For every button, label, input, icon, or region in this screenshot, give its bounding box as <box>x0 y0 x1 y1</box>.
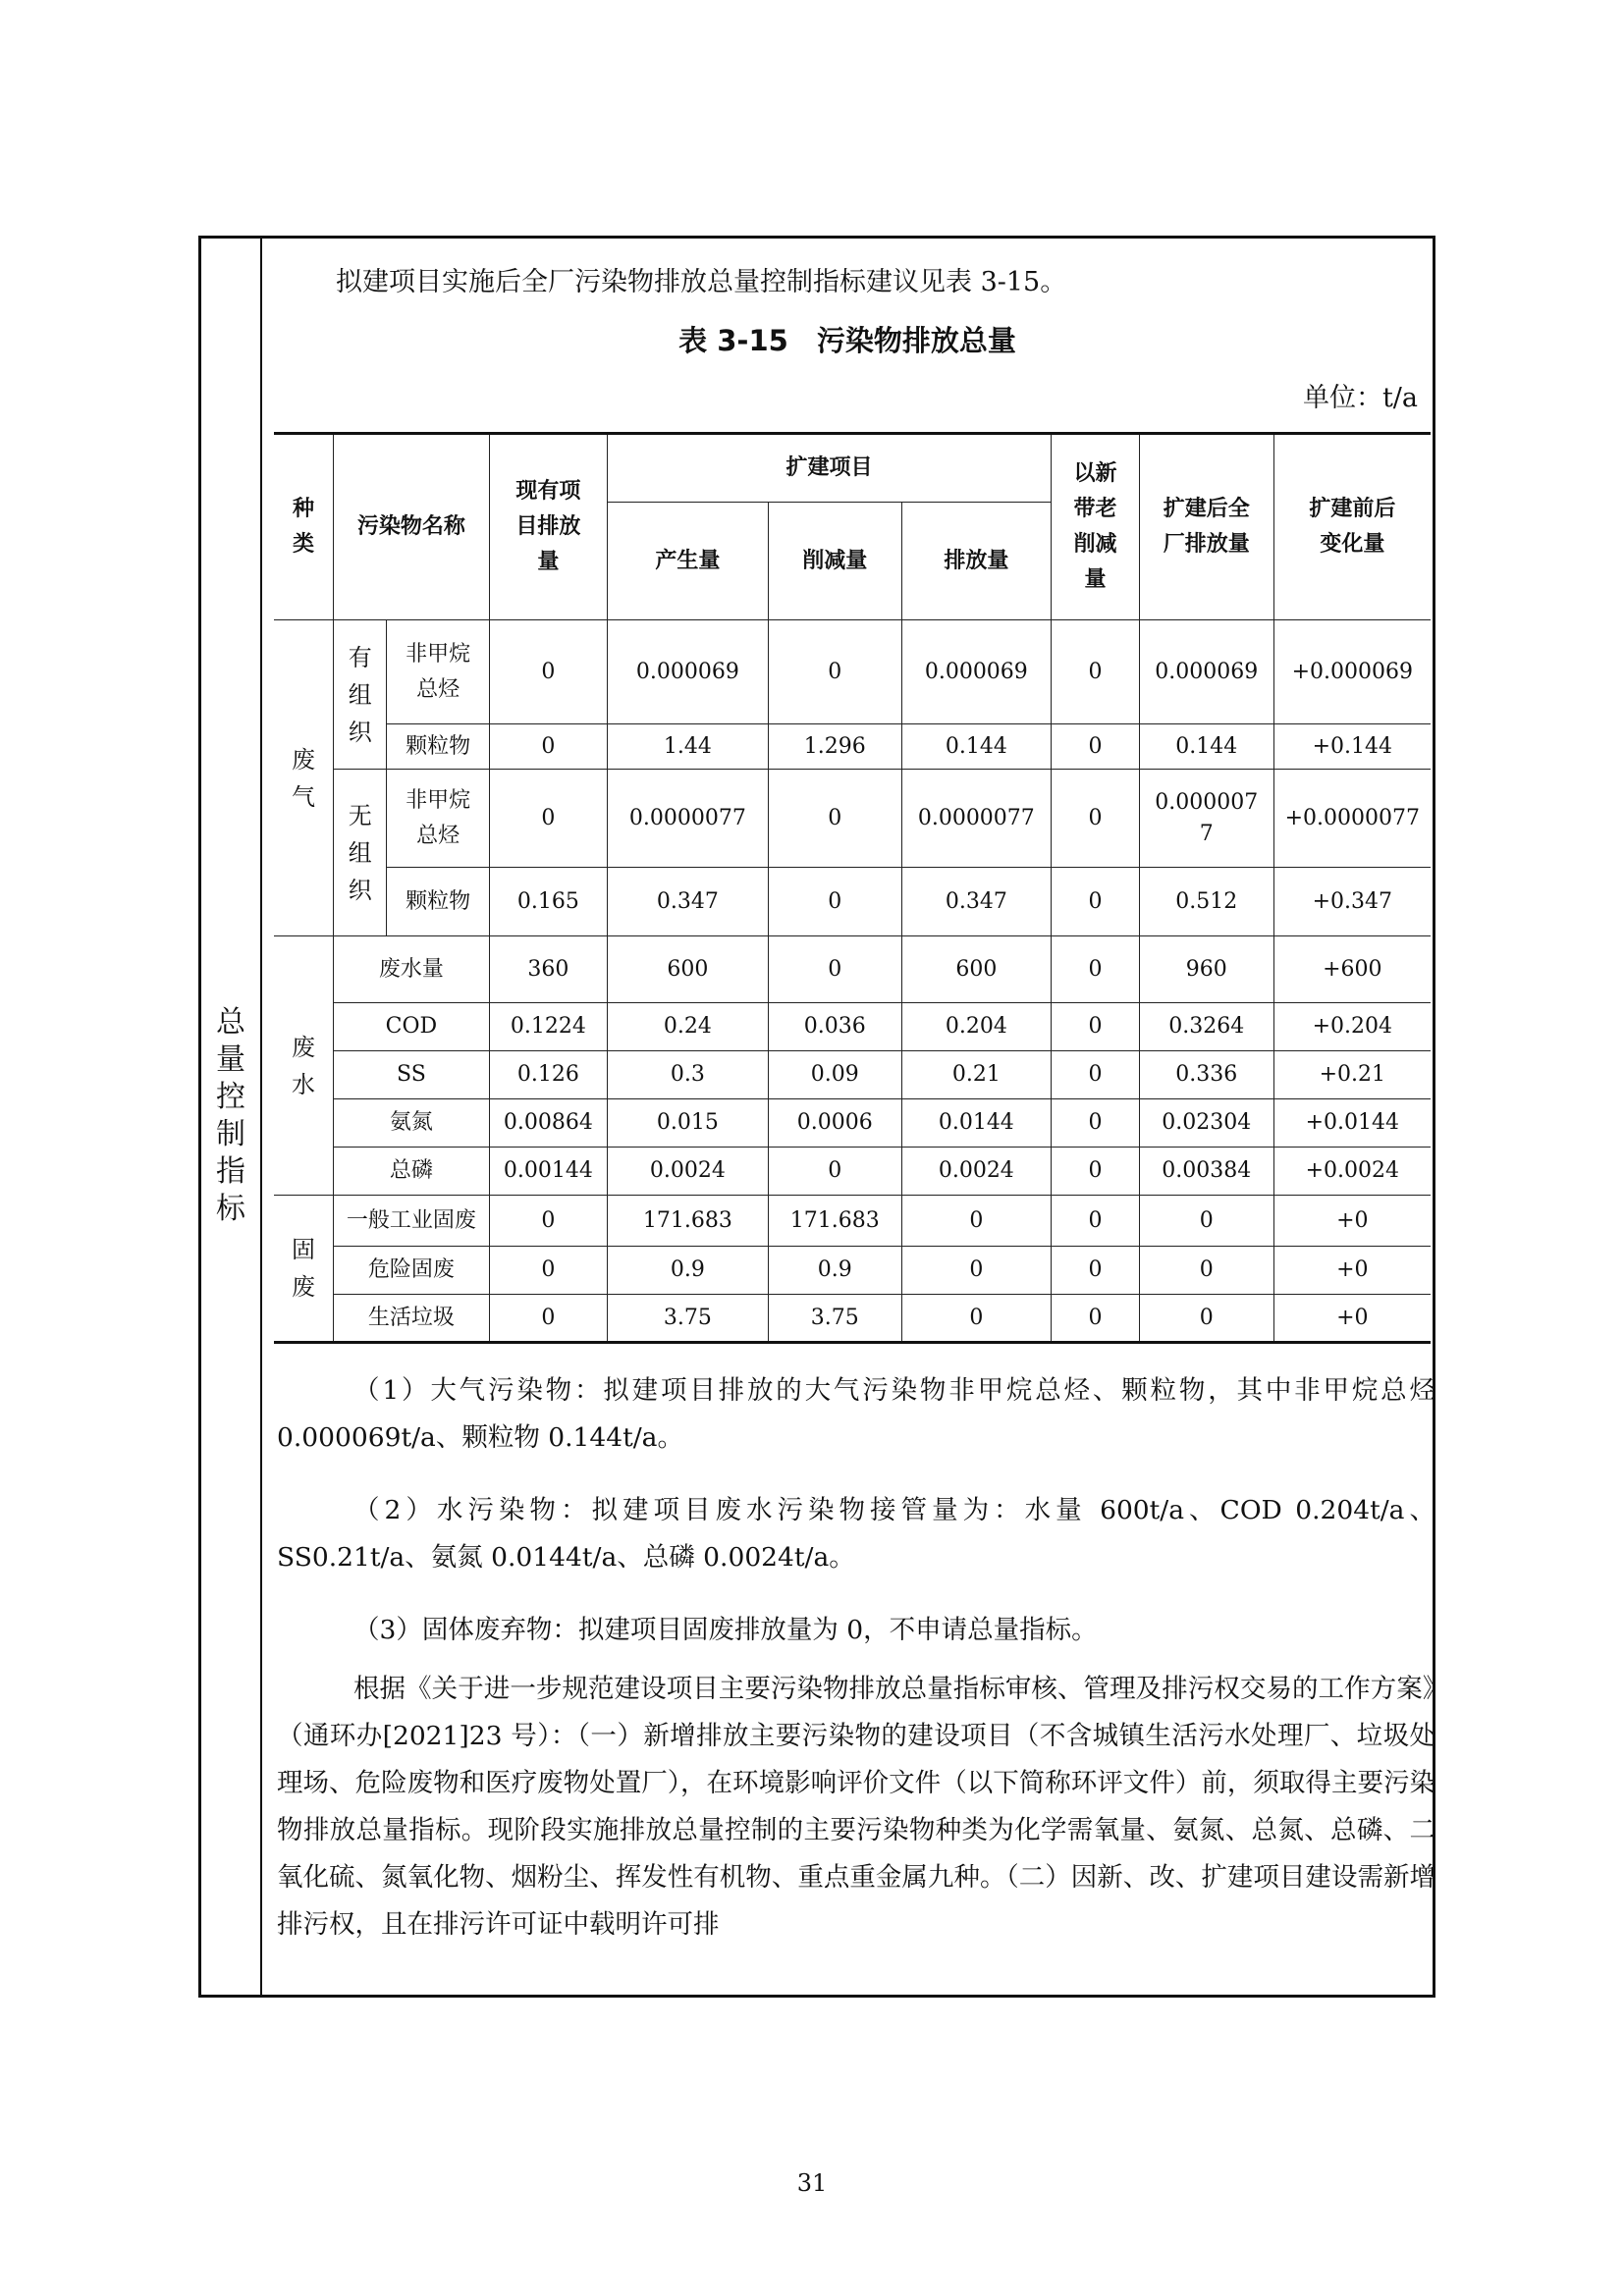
intro-text: 拟建项目实施后全厂污染物排放总量控制指标建议见表 3-15。 <box>336 267 1067 297</box>
table-cell: 0.3264 <box>1139 1003 1273 1051</box>
table-cell: 0.00864 <box>489 1099 607 1148</box>
table-row <box>274 1196 1431 1247</box>
table-cell: 0 <box>768 1148 901 1196</box>
side-cell <box>201 239 262 1995</box>
table-row <box>274 936 1431 1003</box>
pollutant-name: 氨氮 <box>334 1099 490 1148</box>
table-row <box>274 1295 1431 1343</box>
table-cell: 0 <box>1052 1051 1140 1099</box>
side-label <box>201 1004 260 1228</box>
table-cell: 0 <box>1052 1295 1140 1343</box>
table-cell: 0 <box>1052 1247 1140 1295</box>
pollutant-name: 非甲烷 总烃 <box>387 620 489 724</box>
table-cell: +0 <box>1273 1247 1431 1295</box>
pollutant-name: 一般工业固废 <box>334 1196 490 1247</box>
table-cell: 600 <box>901 936 1051 1003</box>
table-cell: 0.00384 <box>1139 1148 1273 1196</box>
header-reduce: 削减量 <box>768 503 901 620</box>
table-cell: 171.683 <box>607 1196 768 1247</box>
table-cell: 0.144 <box>901 724 1051 770</box>
table-cell: +0.0144 <box>1273 1099 1431 1148</box>
table-cell: +0.204 <box>1273 1003 1431 1051</box>
table-cell: 0.0024 <box>607 1148 768 1196</box>
table-cell: 0 <box>901 1196 1051 1247</box>
table-row <box>274 1247 1431 1295</box>
emission-table <box>274 432 1431 1344</box>
table-cell: 0 <box>489 1196 607 1247</box>
table-cell: 0.015 <box>607 1099 768 1148</box>
table-row <box>274 868 1431 936</box>
table-cell: 0.3 <box>607 1051 768 1099</box>
table-row <box>274 1051 1431 1099</box>
table-row <box>274 724 1431 770</box>
table-cell: 0 <box>489 724 607 770</box>
table-title: 表 3-15 污染物排放总量 <box>678 324 1016 357</box>
table-cell: 0.0000077 <box>607 770 768 868</box>
table-cell: 3.75 <box>607 1295 768 1343</box>
table-cell: 0 <box>768 936 901 1003</box>
table-cell: 0 <box>1139 1295 1273 1343</box>
header-pollutant: 污染物名称 <box>334 434 490 620</box>
table-cell: 0.512 <box>1139 868 1273 936</box>
table-cell: 0.165 <box>489 868 607 936</box>
content-cell <box>262 239 1433 1995</box>
header-change: 扩建前后 变化量 <box>1273 434 1431 620</box>
table-cell: 0.000069 <box>607 620 768 724</box>
table-cell: +0.347 <box>1273 868 1431 936</box>
header-old-reduce: 以新 带老 削减 量 <box>1052 434 1140 620</box>
category-gas: 废 气 <box>274 620 334 936</box>
table-cell: +0.21 <box>1273 1051 1431 1099</box>
table-cell: 0 <box>1052 1196 1140 1247</box>
table-cell: 0 <box>1052 936 1140 1003</box>
table-cell: 0.0144 <box>901 1099 1051 1148</box>
table-cell: 0 <box>1052 1148 1140 1196</box>
pollutant-name: 颗粒物 <box>387 724 489 770</box>
table-cell: 0.02304 <box>1139 1099 1273 1148</box>
table-cell: 0.000069 <box>1139 620 1273 724</box>
paragraph-solid: （3）固体废弃物：拟建项目固废排放量为 0，不申请总量指标。 <box>353 1615 1098 1645</box>
table-cell: 600 <box>607 936 768 1003</box>
header-kind: 种 类 <box>274 434 334 620</box>
pollutant-name: 危险固废 <box>334 1247 490 1295</box>
table-cell: 0.9 <box>768 1247 901 1295</box>
table-cell: +0.144 <box>1273 724 1431 770</box>
table-row <box>274 1148 1431 1196</box>
table-cell: 171.683 <box>768 1196 901 1247</box>
subcategory-organized: 有 组 织 <box>334 620 387 770</box>
table-cell: 0 <box>489 1247 607 1295</box>
pollutant-name: COD <box>334 1003 490 1051</box>
table-cell: 0.347 <box>607 868 768 936</box>
table-cell: 0 <box>489 620 607 724</box>
side-char: 总 <box>216 1005 245 1040</box>
header-produce: 产生量 <box>607 503 768 620</box>
table-cell: 0.24 <box>607 1003 768 1051</box>
table-cell: 0.204 <box>901 1003 1051 1051</box>
table-cell: 0 <box>1139 1196 1273 1247</box>
category-solid: 固 废 <box>274 1196 334 1343</box>
header-emit: 排放量 <box>901 503 1051 620</box>
table-cell: 0.00144 <box>489 1148 607 1196</box>
table-cell: 0.126 <box>489 1051 607 1099</box>
table-cell: 0.9 <box>607 1247 768 1295</box>
table-cell: 0 <box>768 620 901 724</box>
header-expansion: 扩建项目 <box>607 434 1051 503</box>
pollutant-name: SS <box>334 1051 490 1099</box>
paragraph-water: （2）水污染物：拟建项目废水污染物接管量为：水量 600t/a、COD 0.204t/a、SS0.21t/a、氨氮 0.0144t/a、总磷 0.0024t/a。 <box>277 1495 1435 1573</box>
table-row <box>274 1099 1431 1148</box>
table-cell: 0 <box>1052 724 1140 770</box>
table-cell: 0 <box>1052 770 1140 868</box>
table-cell: +600 <box>1273 936 1431 1003</box>
table-cell: 0 <box>1052 620 1140 724</box>
table-cell: 0 <box>901 1295 1051 1343</box>
pollutant-name: 非甲烷 总烃 <box>387 770 489 868</box>
header-after-total: 扩建后全 厂排放量 <box>1139 434 1273 620</box>
table-cell: 0 <box>1052 868 1140 936</box>
table-cell: 3.75 <box>768 1295 901 1343</box>
table-cell: +0 <box>1273 1295 1431 1343</box>
table-cell: 360 <box>489 936 607 1003</box>
table-cell: +0 <box>1273 1196 1431 1247</box>
table-cell: 0.336 <box>1139 1051 1273 1099</box>
table-row <box>274 620 1431 724</box>
table-cell: 0 <box>768 868 901 936</box>
table-cell: 0.1224 <box>489 1003 607 1051</box>
header-existing: 现有项 目排放 量 <box>489 434 607 620</box>
paragraph-air: （1）大气污染物：拟建项目排放的大气污染物非甲烷总烃、颗粒物，其中非甲烷总烃 0.000069t/a、颗粒物 0.144t/a。 <box>277 1375 1435 1453</box>
side-char: 控 <box>216 1080 245 1114</box>
pollutant-name: 颗粒物 <box>387 868 489 936</box>
paragraph-policy: 根据《关于进一步规范建设项目主要污染物排放总量指标审核、管理及排污权交易的工作方案》（通环办[2021]23 号）：（一）新增排放主要污染物的建设项目（不含城镇生活污水处理厂、垃圾处理场、危险废物和医疗废物处置厂），在环境影响评价文件（以下简称环评文件）前，须取得主要污染物排放总量指标。现阶段实施排放总量控制的主要污染物种类为化学需氧量、氨氮、总氮、总磷、二氧化硫、氮氧化物、烟粉尘、挥发性有机物、重点重金属九种。（二）因新、改、扩建项目建设需新增排污权，且在排污许可证中载明许可排 <box>277 1674 1435 1940</box>
side-char: 量 <box>216 1042 245 1077</box>
table-row <box>274 1003 1431 1051</box>
table-cell: 0.036 <box>768 1003 901 1051</box>
side-char: 制 <box>216 1117 245 1151</box>
table-cell: 0.0006 <box>768 1099 901 1148</box>
table-cell: 0 <box>1052 1099 1140 1148</box>
table-cell: 0 <box>1139 1247 1273 1295</box>
pollutant-name: 总磷 <box>334 1148 490 1196</box>
side-char: 标 <box>216 1192 245 1226</box>
table-cell: 0.000069 <box>901 620 1051 724</box>
table-cell: 0 <box>489 1295 607 1343</box>
table-cell: 0 <box>1052 1003 1140 1051</box>
table-cell: +0.000069 <box>1273 620 1431 724</box>
table-cell: 0.21 <box>901 1051 1051 1099</box>
pollutant-name: 废水量 <box>334 936 490 1003</box>
unit-label: 单位：t/a <box>1302 383 1418 413</box>
table-cell: 960 <box>1139 936 1273 1003</box>
pollutant-name: 生活垃圾 <box>334 1295 490 1343</box>
table-cell: 0.09 <box>768 1051 901 1099</box>
table-row <box>274 770 1431 868</box>
table-cell: 0.0024 <box>901 1148 1051 1196</box>
side-char: 指 <box>216 1154 245 1189</box>
page-number: 31 <box>796 2169 828 2197</box>
subcategory-unorganized: 无 组 织 <box>334 770 387 936</box>
table-cell: 0.144 <box>1139 724 1273 770</box>
table-cell: +0.0000077 <box>1273 770 1431 868</box>
table-cell: 0 <box>901 1247 1051 1295</box>
table-cell: 0.0000077 <box>901 770 1051 868</box>
table-cell: 0 <box>768 770 901 868</box>
page-frame <box>198 236 1435 1998</box>
table-cell: 0.347 <box>901 868 1051 936</box>
category-water: 废 水 <box>274 936 334 1196</box>
table-cell: 1.44 <box>607 724 768 770</box>
table-cell: +0.0024 <box>1273 1148 1431 1196</box>
table-cell: 1.296 <box>768 724 901 770</box>
table-cell: 0.000007 7 <box>1139 770 1273 868</box>
table-cell: 0 <box>489 770 607 868</box>
